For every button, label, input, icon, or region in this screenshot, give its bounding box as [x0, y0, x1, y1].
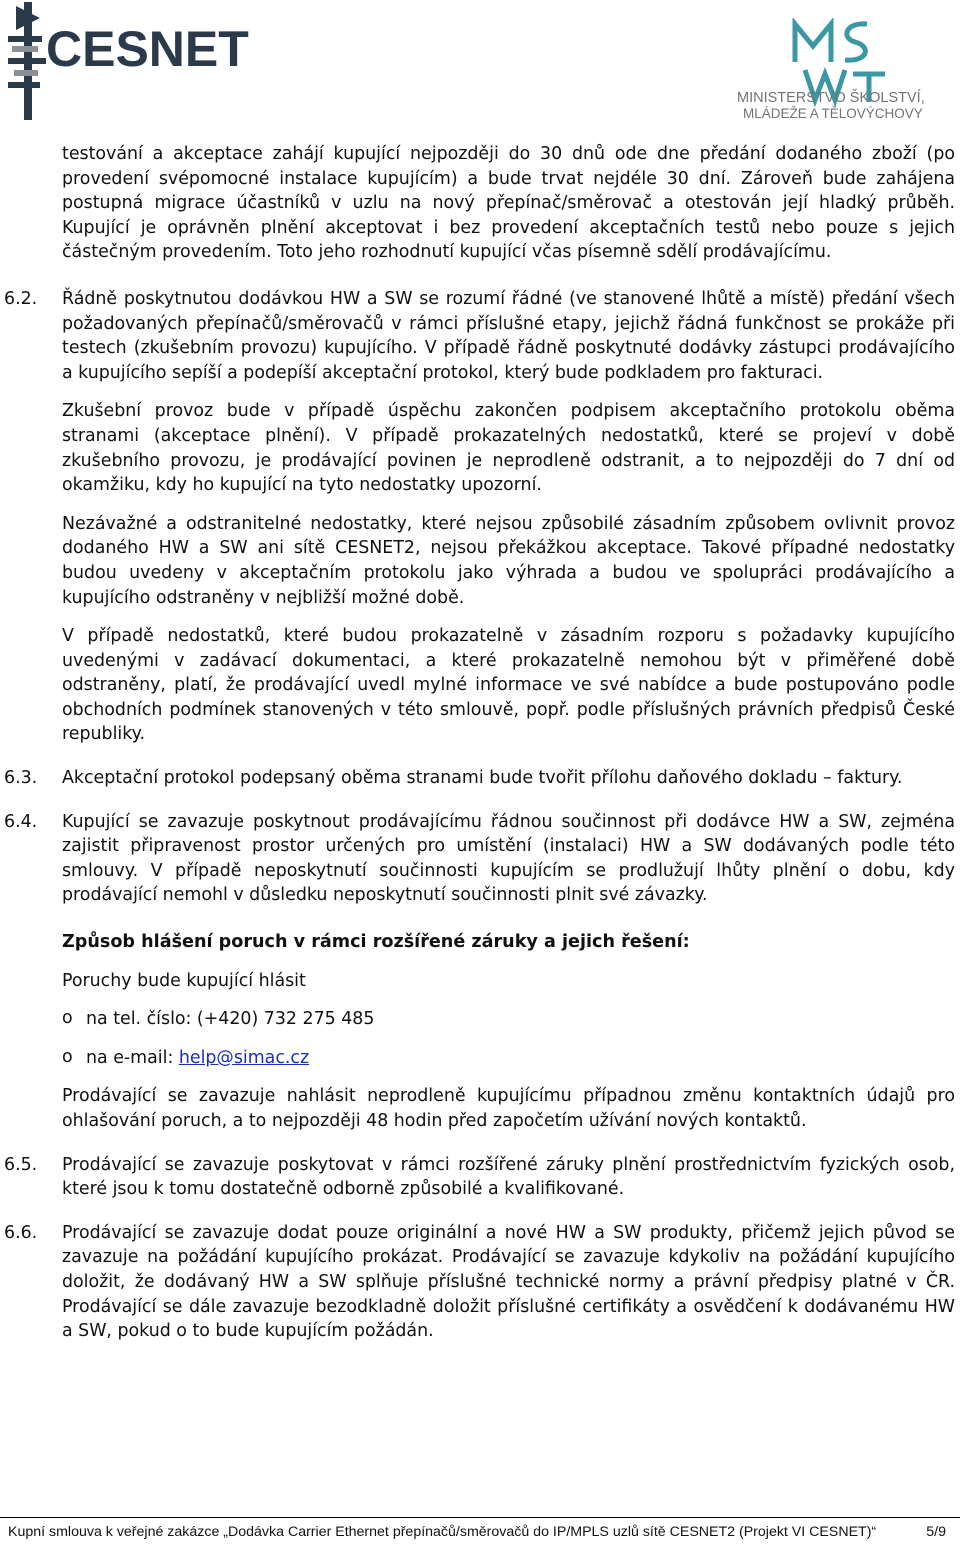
- section-6-2-paragraph-3: Nezávažné a odstranitelné nedostatky, které nejsou způsobilé zásadním způsobem ovlivnit provoz dodaného HW a SW ani sítě CESNET2, nejsou překážkou akceptace. Takové případné nedostatky budou uvedeny v akceptačním protokolu jako výhrada a budou ve spolupráci prodávajícího a kupujícího odstraněny v nejbližší možné době.: [62, 513, 955, 608]
- section-6-6: [4, 1221, 955, 1344]
- section-6-2-paragraph-2: Zkušební provoz bude v případě úspěchu zakončen podpisem akceptačního protokolu oběma stranami (akceptace plnění). V případě prokazatelných nedostatků, které se projeví v době zkušebního provozu, je prodávající povinen je neprodleně odstranit, a to nejpozději do 7 dní od okamžiku, kdy ho kupující na tyto nedostatky upozorní.: [62, 401, 955, 496]
- msmt-caption-line-1: MINISTERSTVO ŠKOLSTVÍ,: [737, 90, 925, 106]
- section-6-2: [4, 287, 955, 385]
- page-number: 5/9: [926, 1524, 946, 1540]
- contact-email-item: [62, 1046, 960, 1071]
- section-number: 6.2.: [4, 288, 38, 309]
- msmt-logo: [735, 18, 947, 122]
- bullet-icon: o: [62, 1008, 73, 1029]
- contact-change-paragraph: Prodávající se zavazuje nahlásit neprodleně kupujícímu případnou změnu kontaktních údajů pro ohlašování poruch, a to nejpozději 48 hodin před započetím užívání nových kontaktů.: [62, 1086, 955, 1131]
- section-number: 6.3.: [4, 768, 38, 789]
- fault-reporting-intro: Poruchy bude kupující hlásit: [62, 970, 306, 991]
- contact-email-label: na e-mail:: [86, 1047, 179, 1068]
- section-6-2-paragraph-4: V případě nedostatků, které budou prokazatelně v zásadním rozporu s požadavky kupujícího uvedenými v zadávací dokumentaci, a které prokazatelně nemohou být v přiměřené době odstraněny, platí, že prodávající uvedl mylné informace ve své nabídce a bude postupováno podle obchodních podmínek stanovených v této smlouvě, popř. podle příslušných právních předpisů České republiky.: [62, 626, 955, 745]
- section-6-6-paragraph: Prodávající se zavazuje dodat pouze originální a nové HW a SW produkty, přičemž jejich původ se zavazuje na požádání kupujícího prokázat. Prodávající se zavazuje kdykoliv na požádání kupujícího doložit, že dodávaný HW a SW splňuje příslušné technické normy a právní předpisy platné v ČR. Prodávající se dále zavazuje bezodkladně doložit příslušné certifikáty a osvědčení k dodávanému HW a SW, pokud o to bude kupujícím požádán.: [62, 1222, 955, 1342]
- footer-document-title: Kupní smlouva k veřejné zakázce „Dodávka Carrier Ethernet přepínačů/směrovačů do IP/MPLS uzlů sítě CESNET2 (Projekt VI CESNET)“: [8, 1524, 877, 1540]
- contact-phone-item: [62, 1007, 960, 1032]
- fault-reporting-heading: Způsob hlášení poruch v rámci rozšířené záruky a jejich řešení:: [62, 932, 690, 953]
- msmt-caption-line-2: MLÁDEŽE A TĚLOVÝCHOVY: [743, 106, 923, 121]
- document-body: [0, 142, 960, 1344]
- cesnet-logo-text: CESNET: [46, 21, 249, 77]
- cesnet-emblem-icon: [8, 2, 46, 120]
- intro-paragraph: testování a akceptace zahájí kupující nejpozději do 30 dnů ode dne předání dodaného zboží (po provedení svépomocné instalace kupujícím) a bude trvat nejdéle 30 dní. Zároveň bude zahájena postupná migrace účastníků v uzlu na nový přepínač/směrovač a otestován její hladký průběh. Kupující je oprávněn plnění akceptovat i bez provedení akceptačních testů nebo pouze s jejich částečným provedením. Toto jeho rozhodnutí kupující včas písemně sdělí prodávajícímu.: [62, 144, 955, 263]
- bullet-icon: o: [62, 1046, 73, 1067]
- cesnet-logo: [8, 2, 280, 120]
- section-6-5: [4, 1153, 955, 1202]
- section-6-4-paragraph: Kupující se zavazuje poskytnout prodávajícímu řádnou součinnost při dodávce HW a SW, zejména zajistit připravenost prostor určených pro umístění (instalaci) HW a SW dodávaných podle této smlouvy. V případě neposkytnutí součinnosti kupujícím se prodlužují lhůty plnění o dobu, kdy prodávající nemohl v důsledku neposkytnutí součinnosti plnit své závazky.: [62, 811, 955, 906]
- contact-email-link[interactable]: help@simac.cz: [178, 1047, 310, 1068]
- contact-phone: na tel. číslo: (+420) 732 275 485: [86, 1009, 375, 1030]
- section-6-3-paragraph: Akceptační protokol podepsaný oběma stranami bude tvořit přílohu daňového dokladu – faktury.: [62, 768, 903, 789]
- section-number: 6.5.: [4, 1154, 38, 1175]
- section-number: 6.6.: [4, 1222, 38, 1243]
- section-6-3: [4, 766, 955, 791]
- page-footer: [0, 1517, 960, 1548]
- section-6-2-paragraph-1: Řádně poskytnutou dodávkou HW a SW se rozumí řádné (ve stanovené lhůtě a místě) předání všech požadovaných přepínačů/směrovačů v rámci příslušné etapy, jejichž řádná funkčnost se prokáže při testech (zkušebním provozu) kupujícího. V případě řádně poskytnuté dodávky zástupci prodávajícího a kupujícího sepíší a podepíší akceptační protokol, který bude podkladem pro fakturaci.: [62, 288, 955, 383]
- section-number: 6.4.: [4, 811, 38, 832]
- section-6-5-paragraph: Prodávající se zavazuje poskytovat v rámci rozšířené záruky plnění prostřednictvím fyzických osob, které jsou k tomu dostatečně odborně způsobilé a kvalifikované.: [62, 1154, 955, 1200]
- section-6-4: [4, 810, 955, 908]
